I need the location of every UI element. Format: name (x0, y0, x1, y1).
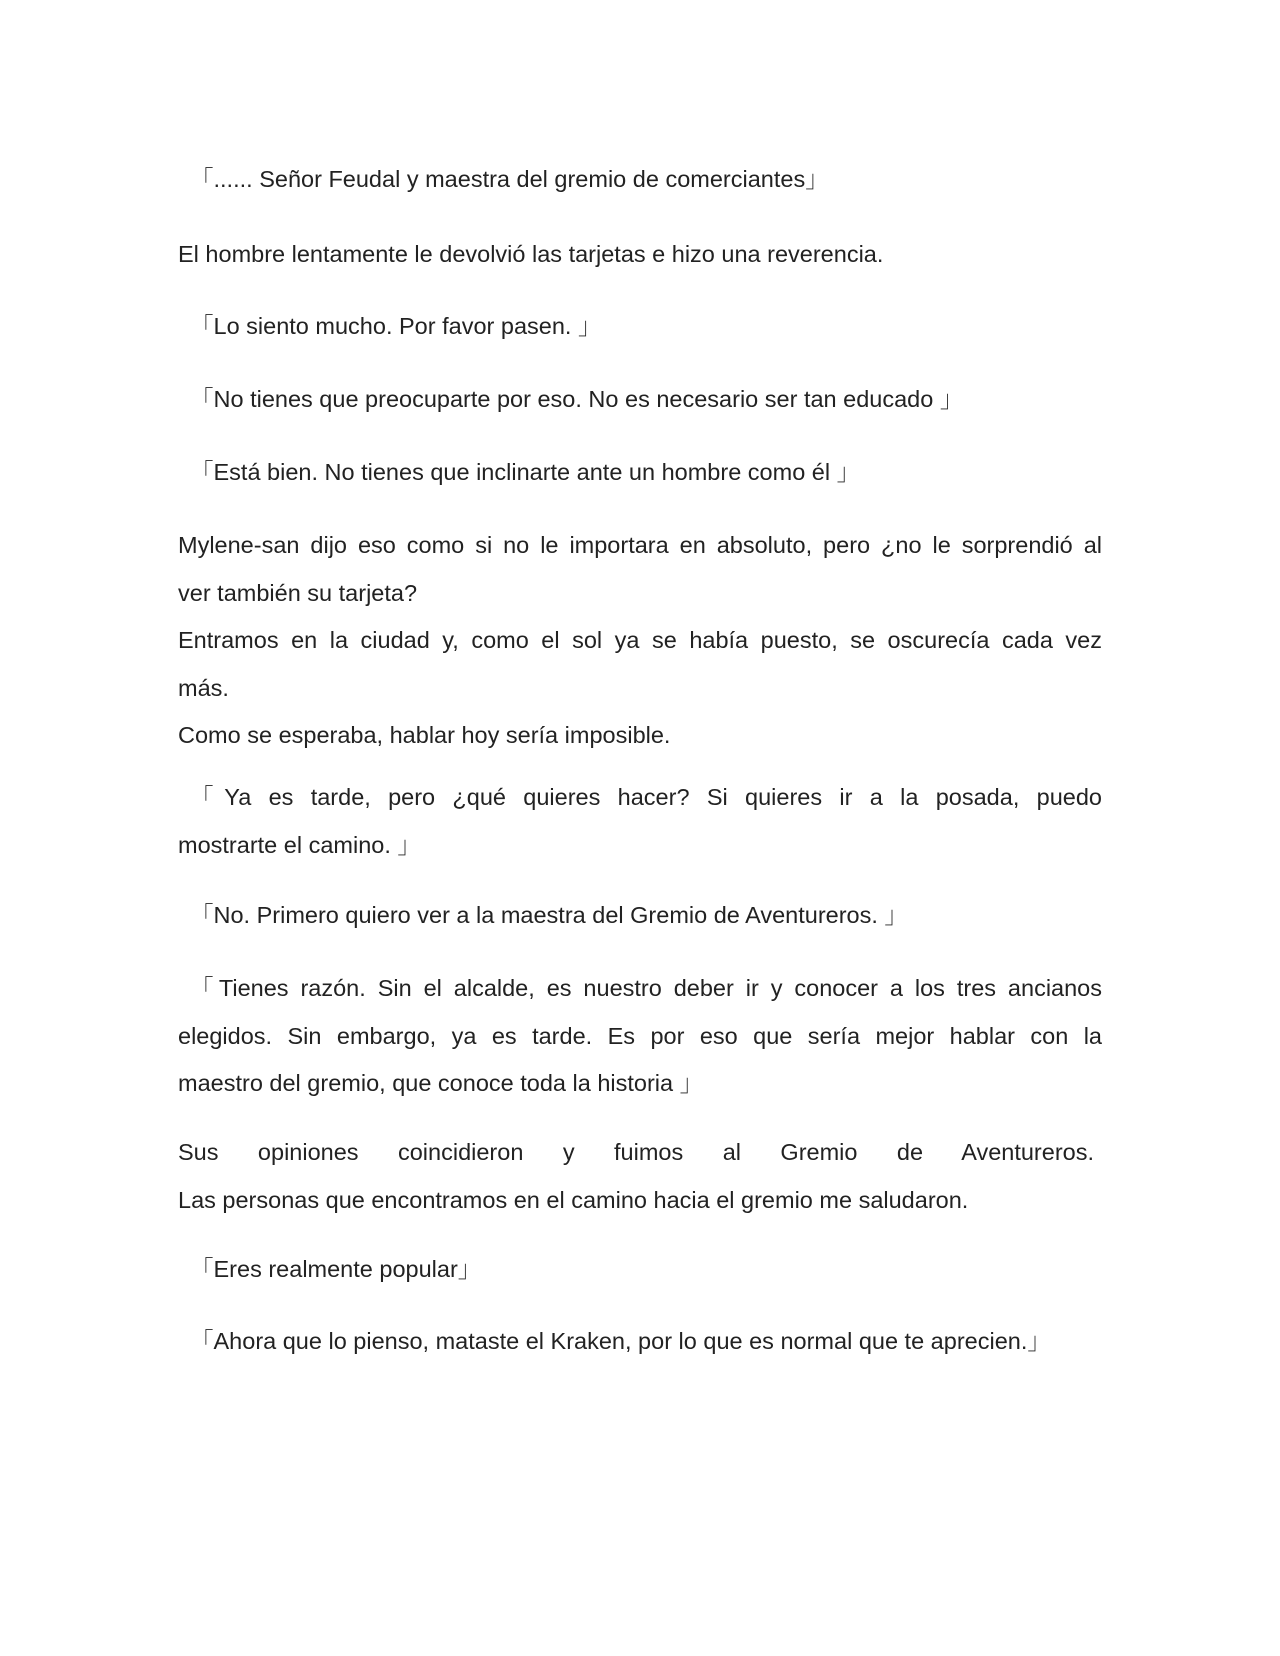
text-line: ver también su tarjeta? (178, 579, 418, 606)
text-line: 「Eres realmente popular」 (190, 1256, 482, 1282)
text-line: Las personas que encontramos en el camino hacia el gremio me saludaron. (178, 1186, 969, 1213)
dialogue-line (178, 1246, 1102, 1294)
text-line: 「Ya es tarde, pero ¿qué quieres hacer? Si quieres ir a la posada, puedo (190, 784, 1102, 810)
text-line: 「...... Señor Feudal y maestra del gremio de comerciantes」 (190, 166, 829, 192)
text-line: El hombre lentamente le devolvió las tarjetas e hizo una reverencia. (178, 241, 884, 267)
dialogue-line (178, 1318, 1102, 1366)
text-line: 「No. Primero quiero ver a la maestra del Gremio de Aventureros. 」 (190, 902, 908, 928)
text-line: más. (178, 674, 229, 701)
text-line: Como se esperaba, hablar hoy sería imposible. (178, 722, 671, 748)
dialogue-line (178, 376, 1102, 424)
text-line: 「No tienes que preocuparte por eso. No es necesario ser tan educado 」 (190, 386, 964, 412)
dialogue-line (178, 156, 1102, 204)
dialogue-line (178, 892, 1102, 940)
text-line: maestro del gremio, que conoce toda la historia 」 (178, 1070, 704, 1096)
text-line: elegidos. Sin embargo, ya es tarde. Es por eso que sería mejor hablar con la (178, 1022, 1102, 1049)
dialogue-paragraph (178, 965, 1102, 1108)
dialogue-line (178, 449, 1102, 497)
text-line: mostrarte el camino. 」 (178, 831, 421, 858)
text-line: 「Lo siento mucho. Por favor pasen. 」 (190, 313, 602, 339)
text-line: Sus opiniones coincidieron y fuimos al Gremio de Aventureros. (178, 1139, 1094, 1165)
dialogue-paragraph (178, 774, 1102, 869)
narration-paragraph (178, 231, 1102, 279)
text-line: 「Ahora que lo pienso, mataste el Kraken, por lo que es normal que te aprecien.」 (190, 1328, 1051, 1354)
text-line: 「Está bien. No tienes que inclinarte ante un hombre como él 」 (190, 459, 861, 485)
dialogue-line (178, 303, 1102, 351)
narration-paragraph (178, 522, 1102, 760)
text-line: Mylene-san dijo eso como si no le importara en absoluto, pero ¿no le sorprendió al (178, 532, 1102, 558)
text-line: Entramos en la ciudad y, como el sol ya se había puesto, se oscurecía cada vez (178, 627, 1102, 653)
text-line: 「Tienes razón. Sin el alcalde, es nuestro deber ir y conocer a los tres ancianos (190, 975, 1102, 1001)
narration-paragraph (178, 1129, 1102, 1224)
